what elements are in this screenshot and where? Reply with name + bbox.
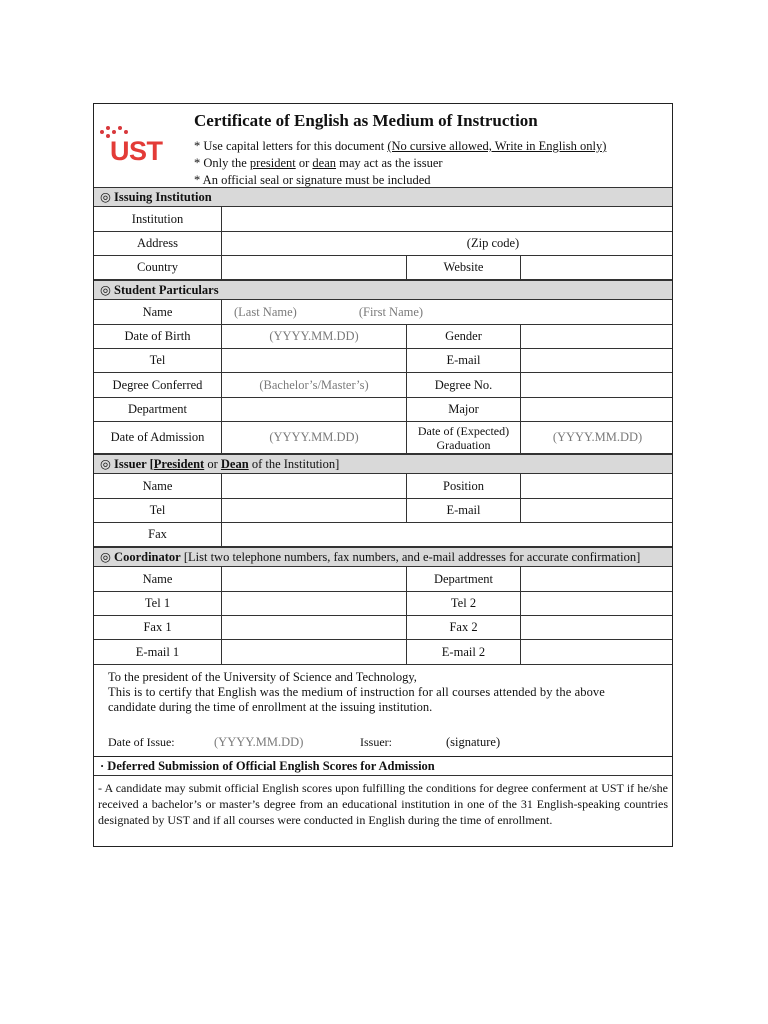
deferred-heading: · Deferred Submission of Official English Scores for Admission (94, 756, 672, 776)
last-name-placeholder: (Last Name) (234, 304, 297, 319)
row-degree (94, 373, 672, 398)
issuer-fax-label: Fax (148, 527, 167, 541)
issuer-name-field[interactable] (221, 474, 406, 498)
certification-line-2: This is to certify that English was the medium of instruction for all courses attended by the above (108, 685, 605, 699)
major-label: Major (406, 398, 520, 421)
note-2: * Only the president or dean may act as the issuer (194, 156, 443, 170)
graduation-field[interactable]: (YYYY.MM.DD) (520, 422, 674, 453)
admission-label: Date of Admission (110, 430, 205, 444)
dob-field[interactable]: (YYYY.MM.DD) (221, 325, 406, 348)
degree-label: Degree Conferred (112, 377, 203, 392)
issuer-position-label: Position (406, 474, 520, 498)
fax2-field[interactable] (520, 616, 674, 639)
fax1-field[interactable] (221, 616, 406, 639)
coordinator-department-field[interactable] (520, 567, 674, 591)
gender-field[interactable] (520, 325, 674, 348)
department-label: Department (127, 402, 187, 416)
certification-line-1: To the president of the University of Science and Technology, (108, 670, 417, 684)
row-address (94, 232, 672, 256)
country-label: Country (137, 260, 178, 274)
issuer-email-label: E-mail (406, 499, 520, 522)
address-label: Address (137, 236, 178, 250)
issuer-fax-field[interactable] (221, 523, 674, 546)
student-tel-field[interactable] (221, 349, 406, 372)
section-issuer: ◎ Issuer [President or Dean of the Institution] (94, 454, 672, 474)
date-of-issue-field[interactable]: (YYYY.MM.DD) (214, 735, 304, 749)
row-department (94, 398, 672, 422)
email2-label: E-mail 2 (406, 640, 520, 664)
section-student-particulars: ◎ Student Particulars (94, 280, 672, 300)
dob-label: Date of Birth (124, 329, 191, 343)
certification-line-3: candidate during the time of enrollment at the issuing institution. (108, 700, 433, 714)
tel2-field[interactable] (520, 592, 674, 615)
row-coordinator-tel (94, 592, 672, 616)
gender-label: Gender (406, 325, 520, 348)
issuer-position-field[interactable] (520, 474, 674, 498)
instruction-notes (194, 138, 606, 189)
ust-logo (96, 126, 186, 166)
row-issuer-fax (94, 523, 672, 547)
tel1-field[interactable] (221, 592, 406, 615)
row-coordinator-fax (94, 616, 672, 640)
degree-no-label: Degree No. (406, 373, 520, 397)
email1-label: E-mail 1 (135, 644, 180, 659)
issuer-tel-field[interactable] (221, 499, 406, 522)
admission-field[interactable]: (YYYY.MM.DD) (221, 422, 406, 453)
graduation-label: Date of (Expected) Graduation (406, 422, 520, 453)
email2-field[interactable] (520, 640, 674, 664)
row-country (94, 256, 672, 280)
issuer-signature-label: Issuer: (360, 735, 392, 749)
row-dates (94, 422, 672, 454)
issuer-tel-label: Tel (149, 503, 166, 517)
fax2-label: Fax 2 (406, 616, 520, 639)
zip-code-hint: (Zip code) (466, 236, 520, 250)
coordinator-name-label: Name (142, 571, 173, 586)
form-header (94, 104, 672, 187)
website-field[interactable] (520, 256, 674, 279)
address-field[interactable] (221, 232, 674, 255)
document-title: Certificate of English as Medium of Instruction (194, 111, 538, 130)
student-name-label: Name (142, 304, 173, 319)
logo-text: UST (110, 136, 163, 166)
email1-field[interactable] (221, 640, 406, 664)
row-institution (94, 207, 672, 232)
certification-statement (94, 670, 672, 715)
student-email-field[interactable] (520, 349, 674, 372)
signature-field[interactable]: (signature) (446, 735, 501, 749)
note-1: * Use capital letters for this document (No cursive allowed, Write in English only) (194, 139, 607, 153)
note-3: * An official seal or signature must be included (194, 173, 431, 187)
row-coordinator-email (94, 640, 672, 665)
row-issuer-name (94, 474, 672, 499)
deferred-body: - A candidate may submit official English scores upon fulfilling the conditions for degree conferment at UST if he/she received a bachelor’s or master’s degree from an educational institution in one of the 31 English-speaking countries designated by UST and if all courses were conducted in English during the time of enrollment. (98, 781, 668, 827)
student-name-field[interactable] (221, 300, 674, 324)
department-field[interactable] (221, 398, 406, 421)
coordinator-name-field[interactable] (221, 567, 406, 591)
institution-label: Institution (131, 211, 184, 226)
institution-field[interactable] (221, 207, 674, 231)
issuer-name-label: Name (142, 478, 173, 493)
coordinator-department-label: Department (406, 567, 520, 591)
section-issuing-institution: ◎ Issuing Institution (94, 187, 672, 207)
first-name-placeholder: (First Name) (358, 304, 424, 319)
student-tel-label: Tel (149, 353, 166, 367)
row-coordinator-name (94, 567, 672, 592)
degree-field[interactable]: (Bachelor’s/Master’s) (221, 373, 406, 397)
fax1-label: Fax 1 (143, 620, 172, 634)
section-coordinator: ◎ Coordinator [List two telephone numbers, fax numbers, and e-mail addresses for accurate confirmation] (94, 547, 672, 567)
degree-no-field[interactable] (520, 373, 674, 397)
country-field[interactable] (221, 256, 406, 279)
website-label: Website (406, 256, 520, 279)
date-of-issue-label: Date of Issue: (108, 735, 175, 749)
row-student-tel (94, 349, 672, 373)
row-student-name (94, 300, 672, 325)
tel1-label: Tel 1 (144, 596, 171, 610)
row-issuer-tel (94, 499, 672, 523)
row-dob (94, 325, 672, 349)
major-field[interactable] (520, 398, 674, 421)
tel2-label: Tel 2 (406, 592, 520, 615)
certificate-form (93, 103, 673, 847)
issuer-email-field[interactable] (520, 499, 674, 522)
student-email-label: E-mail (406, 349, 520, 372)
